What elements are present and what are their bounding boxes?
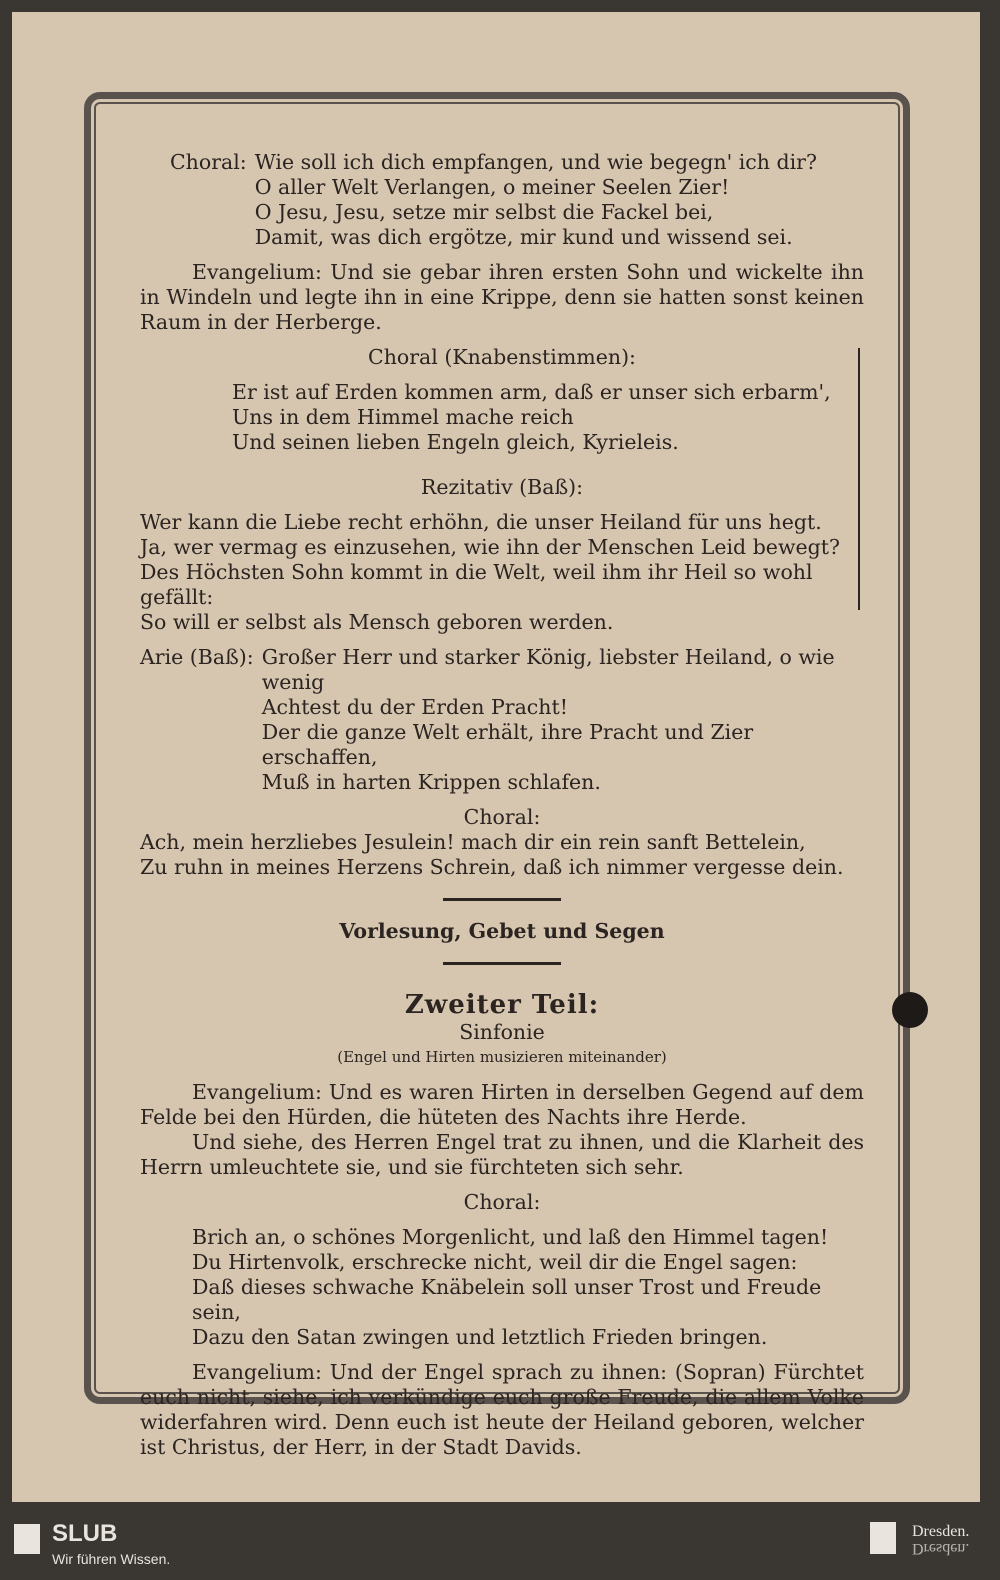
choral2-title: Choral (Knabenstimmen):: [368, 345, 636, 369]
arie-line: Großer Herr und starker König, liebster Heiland, o wie wenig: [261, 645, 835, 694]
sinfonie-title: Sinfonie: [459, 1020, 545, 1044]
book-icon: [14, 1524, 40, 1554]
choral4: [192, 1225, 864, 1350]
choral3-title: Choral:: [463, 805, 541, 829]
dresden-logo[interactable]: [912, 1523, 969, 1557]
choral2: [232, 380, 864, 455]
divider-rule: [443, 962, 561, 965]
dresden-label-mirror: Dresden.: [912, 1540, 970, 1557]
divider-rule: [443, 898, 561, 901]
program-text: [140, 150, 864, 1460]
vorlesung-heading: Vorlesung, Gebet und Segen: [339, 919, 665, 943]
punch-hole: [892, 992, 928, 1028]
arie-label: Arie (Baß):: [140, 645, 254, 669]
arie-line: Der die ganze Welt erhält, ihre Pracht und Zier erschaffen,: [261, 720, 754, 769]
slub-tagline: Wir führen Wissen.: [52, 1551, 171, 1567]
evangelium-3: Evangelium: Und der Engel sprach zu ihnen: (Sopran) Fürchtet euch nicht, siehe, ich verkündige euch große Freude, die allem Volke widerfahren wird. Denn euch ist heute der Heiland geboren, welcher ist Christus, der Herr, in der Stadt Davids.: [140, 1360, 864, 1459]
evangelium-2: Evangelium: Und es waren Hirten in derselben Gegend auf dem Felde bei den Hürden, die hüteten des Nachts ihre Herde.: [140, 1080, 864, 1129]
choral1: [170, 150, 864, 250]
footer-bar: [0, 1518, 1000, 1580]
slub-logo[interactable]: SLUB: [52, 1520, 118, 1547]
city-crest-icon: [870, 1522, 896, 1554]
choral4-title: Choral:: [463, 1190, 541, 1214]
rezitativ-line: Wer kann die Liebe recht erhöhn, die unser Heiland für uns hegt.: [140, 510, 822, 534]
arie-line: Achtest du der Erden Pracht!: [261, 695, 568, 719]
section-title: Zweiter Teil:: [404, 990, 600, 1020]
choral1-line: Wie soll ich dich empfangen, und wie begegn' ich dir?: [254, 150, 817, 174]
choral4-line: Du Hirtenvolk, erschrecke nicht, weil dir die Engel sagen:: [192, 1250, 798, 1274]
evangelium-2b: Und siehe, des Herren Engel trat zu ihnen, und die Klarheit des Herrn umleuchtete sie, und sie fürchteten sich sehr.: [140, 1130, 864, 1179]
arie-line: Muß in harten Krippen schlafen.: [261, 770, 601, 794]
arie: [140, 645, 864, 795]
choral1-line: Damit, was dich ergötze, mir kund und wissend sei.: [254, 225, 793, 249]
choral1-line: O Jesu, Jesu, setze mir selbst die Fackel bei,: [254, 200, 714, 224]
choral1-label: Choral:: [170, 150, 247, 174]
evangelium-1: Evangelium: Und sie gebar ihren ersten Sohn und wickelte ihn in Windeln und legte ihn in eine Krippe, denn sie hatten sonst keinen Raum in der Herberge.: [140, 260, 864, 334]
choral4-line: Dazu den Satan zwingen und letztlich Frieden bringen.: [192, 1325, 768, 1349]
rezitativ: [140, 510, 864, 635]
rezitativ-line: Ja, wer vermag es einzusehen, wie ihn der Menschen Leid bewegt?: [140, 535, 840, 559]
rezitativ-line: So will er selbst als Mensch geboren werden.: [140, 610, 614, 634]
choral2-line: Uns in dem Himmel mache reich: [232, 405, 574, 429]
sinfonie-note: (Engel und Hirten musizieren miteinander): [337, 1048, 667, 1066]
choral4-line: Brich an, o schönes Morgenlicht, und laß den Himmel tagen!: [192, 1225, 829, 1249]
choral1-line: O aller Welt Verlangen, o meiner Seelen Zier!: [254, 175, 730, 199]
dresden-label: Dresden.: [912, 1523, 970, 1540]
choral2-line: Und seinen lieben Engeln gleich, Kyrieleis.: [232, 430, 679, 454]
rezitativ-line: Des Höchsten Sohn kommt in die Welt, weil ihm ihr Heil so wohl gefällt:: [140, 560, 813, 609]
choral4-line: Daß dieses schwache Knäbelein soll unser Trost und Freude sein,: [192, 1275, 822, 1324]
rezitativ-title: Rezitativ (Baß):: [420, 475, 584, 499]
choral3-line: Ach, mein herzliebes Jesulein! mach dir ein rein sanft Bettelein,: [140, 830, 806, 854]
choral3-line: Zu ruhn in meines Herzens Schrein, daß ich nimmer vergesse dein.: [140, 855, 844, 879]
choral2-line: Er ist auf Erden kommen arm, daß er unser sich erbarm',: [232, 380, 831, 404]
